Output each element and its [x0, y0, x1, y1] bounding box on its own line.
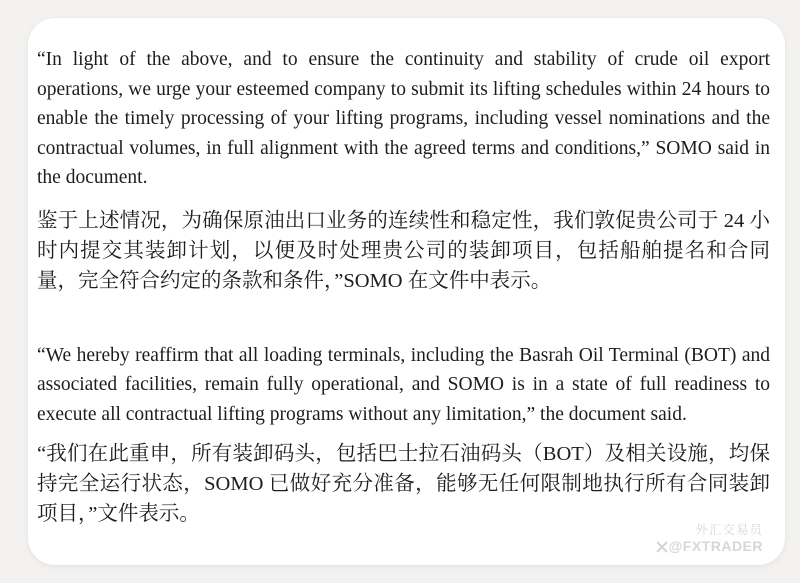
- paragraph-english-1: “In light of the above, and to ensure the continuity and stability of crude oil export operations, we urge your esteemed company to submit its lifting schedules within 24 hours to enable the timely processing of your lifting programs, including vessel nominations and the contractual volumes, in full alignment with the agreed terms and conditions,” SOMO said in the document.: [37, 49, 770, 188]
- paragraph-chinese-2: “我们在此重申，所有装卸码头，包括巴士拉石油码头（BOT）及相关设施，均保持完全运行状态，SOMO 已做好充分准备，能够无任何限制地执行所有合同装卸项目，”文件表示。: [37, 443, 770, 525]
- x-logo-icon: [656, 541, 668, 553]
- paragraph-english-2: “We hereby reaffirm that all loading terminals, including the Basrah Oil Terminal (BOT) and associated facilities, remain fully operational, and SOMO is in a state of full readiness to execute all contractual lifting programs without any limitation,” the document said.: [37, 344, 770, 425]
- watermark-author: 外汇交易员: [695, 523, 763, 537]
- watermark: [656, 523, 763, 555]
- document-card: [28, 18, 785, 565]
- watermark-handle-row: [656, 538, 763, 555]
- paragraph-chinese-1: 鉴于上述情况，为确保原油出口业务的连续性和稳定性，我们敦促贵公司于 24 小时内提交其装卸计划，以便及时处理贵公司的装卸项目，包括船舶提名和合同量，完全符合约定的条款和条件，”SOMO 在文件中表示。: [37, 209, 770, 292]
- watermark-handle: @FXTRADER: [668, 538, 763, 554]
